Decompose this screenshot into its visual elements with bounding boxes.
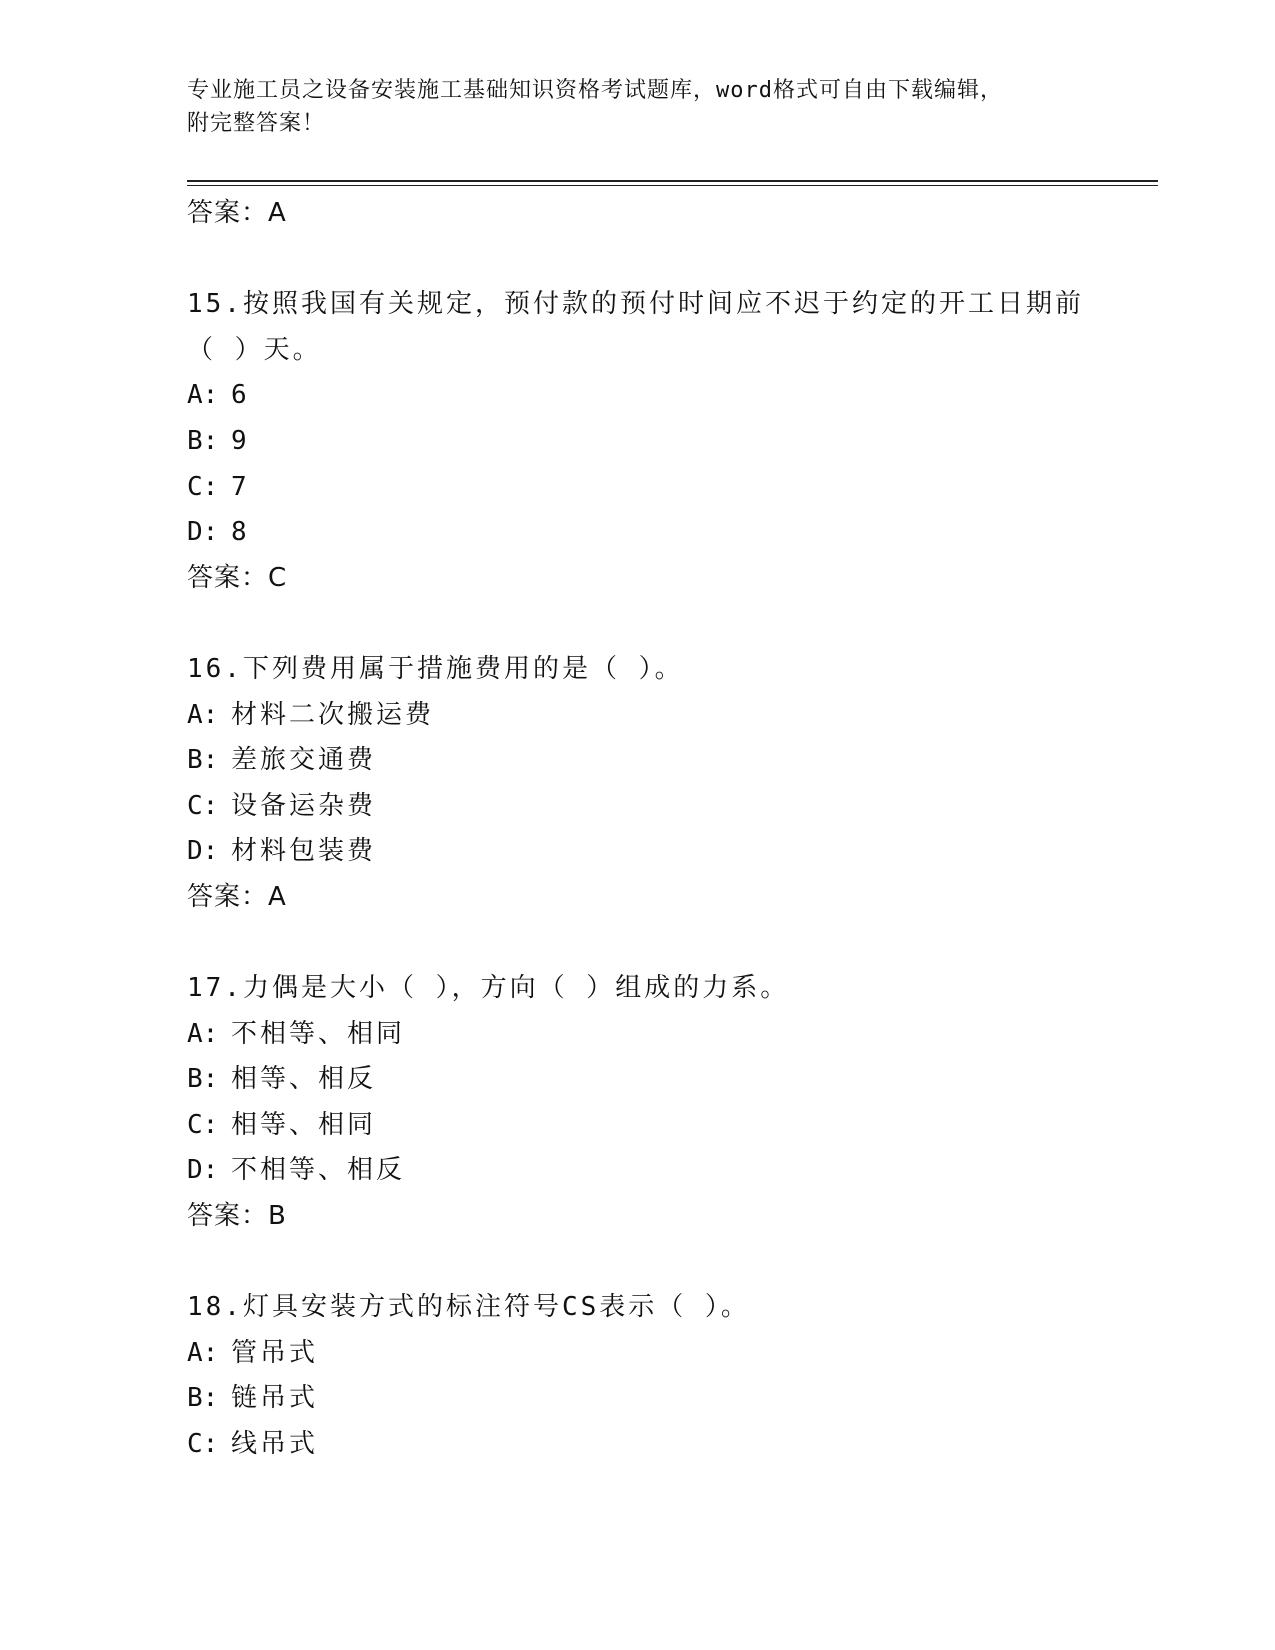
spacer: [187, 601, 1158, 647]
spacer: [187, 237, 1158, 283]
answer-line: 答案：A: [187, 198, 287, 228]
option-letter: C:: [187, 1109, 219, 1140]
option-b: [187, 1057, 1158, 1103]
option-letter: C:: [187, 471, 219, 502]
option-a: [187, 1331, 1158, 1377]
answer-line: 答案：A: [187, 881, 287, 912]
question-stem: 15.按照我国有关规定，预付款的预付时间应不迟于约定的开工日期前: [187, 289, 1084, 320]
answer-line: 答案：C: [187, 562, 288, 593]
header-rule-thin: [187, 185, 1158, 186]
option-letter: B:: [187, 1383, 219, 1414]
header-line-1: 专业施工员之设备安装施工基础知识资格考试题库，word格式可自由下载编辑，: [187, 78, 1003, 103]
option-text: 8: [231, 517, 250, 548]
question-stem: 18.灯具安装方式的标注符号CS表示（ ）。: [187, 1292, 750, 1323]
option-text: 材料二次搬运费: [231, 699, 435, 730]
option-text: 设备运杂费: [231, 790, 377, 821]
option-letter: B:: [187, 1064, 219, 1095]
option-text: 材料包装费: [231, 836, 377, 867]
answer-line: 答案：B: [187, 1201, 287, 1232]
option-c: [187, 784, 1158, 830]
option-letter: A:: [187, 1337, 219, 1368]
option-text: 9: [231, 425, 250, 456]
option-letter: D:: [187, 836, 219, 867]
option-text: 相等、相反: [231, 1064, 377, 1095]
question-list: [187, 191, 1158, 1468]
option-text: 7: [231, 471, 250, 502]
option-c: [187, 465, 1158, 511]
option-letter: A:: [187, 1018, 219, 1049]
header-line-2: 附完整答案！: [187, 111, 326, 136]
document-header: [187, 74, 1087, 140]
spacer: [187, 921, 1158, 967]
option-text: 差旅交通费: [231, 745, 377, 776]
question-block: [187, 966, 1158, 1240]
option-b: [187, 1376, 1158, 1422]
option-letter: C:: [187, 1429, 219, 1460]
question-block: [187, 1285, 1158, 1467]
option-c: [187, 1422, 1158, 1468]
header-rule-thick: [187, 180, 1158, 182]
option-text: 链吊式: [231, 1383, 319, 1414]
option-letter: C:: [187, 790, 219, 821]
question-stem: 17.力偶是大小（ ），方向（ ）组成的力系。: [187, 973, 790, 1004]
option-letter: B:: [187, 425, 219, 456]
question-stem: 16.下列费用属于措施费用的是（ ）。: [187, 653, 684, 684]
option-letter: D:: [187, 1155, 219, 1186]
option-a: [187, 693, 1158, 739]
option-letter: D:: [187, 517, 219, 548]
option-b: [187, 419, 1158, 465]
option-d: [187, 829, 1158, 875]
question-block: [187, 282, 1158, 601]
spacer: [187, 1240, 1158, 1286]
option-d: [187, 1148, 1158, 1194]
option-text: 6: [231, 380, 250, 411]
option-letter: A:: [187, 380, 219, 411]
option-b: [187, 738, 1158, 784]
option-text: 管吊式: [231, 1337, 319, 1368]
option-text: 线吊式: [231, 1429, 319, 1460]
option-letter: A:: [187, 699, 219, 730]
question-stem-continued: （ ）天。: [187, 334, 322, 365]
option-d: [187, 510, 1158, 556]
question-block: [187, 647, 1158, 921]
option-a: [187, 373, 1158, 419]
option-text: 不相等、相同: [231, 1018, 406, 1049]
option-text: 相等、相同: [231, 1109, 377, 1140]
option-text: 不相等、相反: [231, 1155, 406, 1186]
option-a: [187, 1012, 1158, 1058]
option-c: [187, 1103, 1158, 1149]
option-letter: B:: [187, 745, 219, 776]
